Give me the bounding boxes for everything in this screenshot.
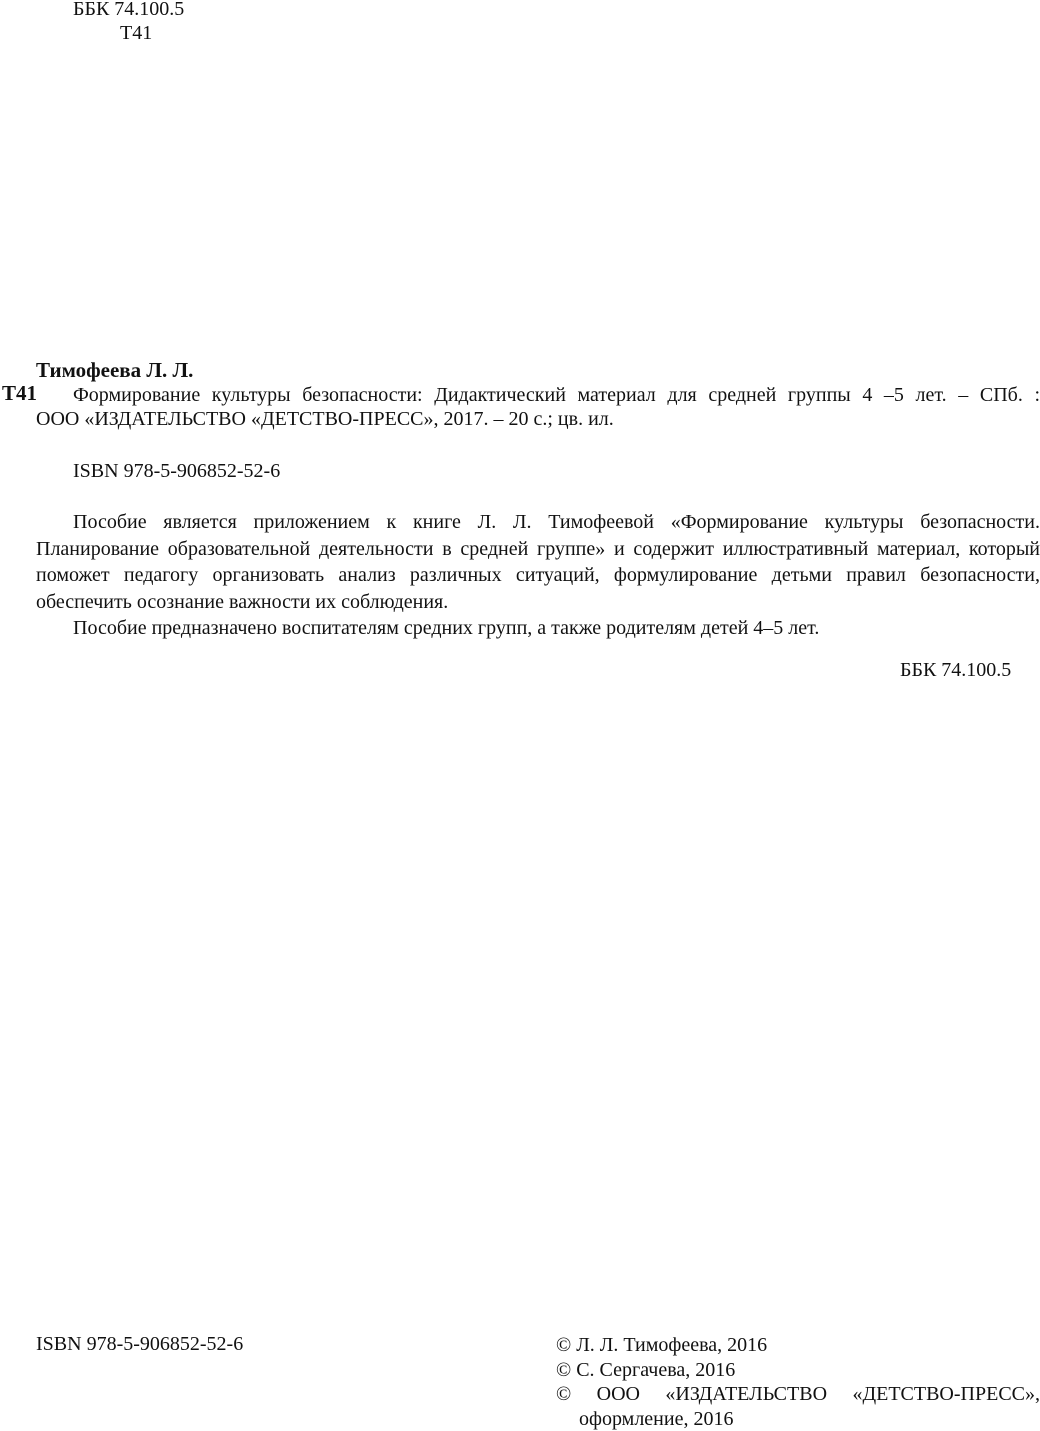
annotation-paragraph-1: Пособие является приложением к книге Л. Л. Тимофеевой «Формирование культуры безопасности. Планирование образовательной деятельности в средней группе» и содержит иллюстративный материал, который поможет педагогу организовать анализ различных ситуаций, формулирование детьми правил безопасности, обеспечить осознание важности их соблюдения.	[36, 511, 1040, 613]
isbn-footer: ISBN 978-5-906852-52-6	[36, 1333, 244, 1355]
author-name: Тимофеева Л. Л.	[36, 358, 194, 382]
bbk-code-bottom: ББК 74.100.5	[900, 659, 1012, 681]
copyright-publisher-continuation: оформление, 2016	[579, 1407, 734, 1430]
author-index-top: Т41	[120, 22, 153, 44]
author-index-mark: Т41	[2, 381, 38, 405]
bbk-code-top: ББК 74.100.5	[73, 0, 185, 20]
annotation	[36, 509, 1040, 642]
copyright-block	[556, 1333, 1040, 1431]
copyright-publisher: © ООО «ИЗДАТЕЛЬСТВО «ДЕТСТВО-ПРЕСС»,	[556, 1383, 1040, 1405]
isbn-entry: ISBN 978-5-906852-52-6	[73, 460, 281, 482]
copyright-illustrator: © С. Сергачева, 2016	[556, 1358, 736, 1381]
bibliographic-description	[36, 383, 1040, 431]
annotation-paragraph-2: Пособие предназначено воспитателям средних групп, а также родителям детей 4–5 лет.	[73, 617, 820, 639]
copyright-author: © Л. Л. Тимофеева, 2016	[556, 1334, 768, 1356]
description-line-2: ООО «ИЗДАТЕЛЬСТВО «ДЕТСТВО-ПРЕСС», 2017. – 20 с.; цв. ил.	[36, 408, 614, 430]
description-line-1: Формирование культуры безопасности: Дидактический материал для средней группы 4 –5 лет. – СПб. :	[73, 384, 1040, 406]
